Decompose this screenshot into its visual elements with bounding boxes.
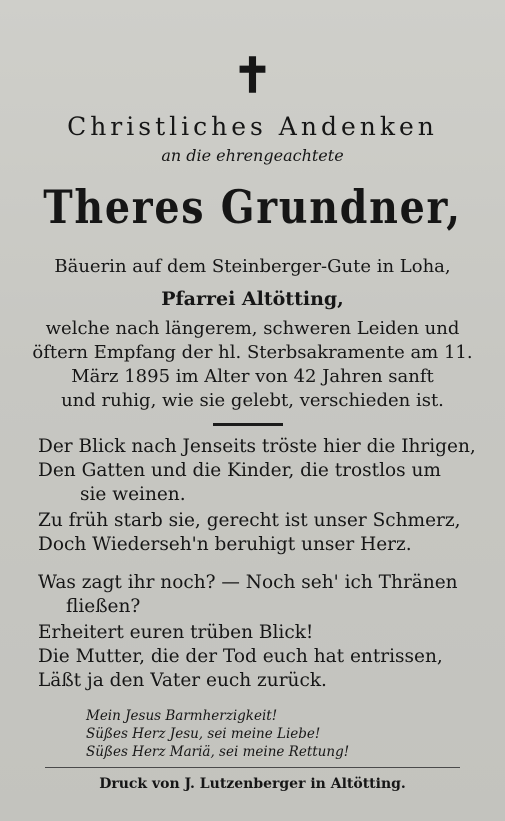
heading: Christliches Andenken (67, 112, 438, 141)
verse-line: fließen? (66, 596, 141, 617)
death-notice-line: öftern Empfang der hl. Sterbsakramente am 11. (32, 342, 473, 363)
prayer-line: Süßes Herz Jesu, sei meine Liebe! (86, 726, 321, 742)
verse-line: Erheitert euren trüben Blick! (38, 622, 314, 643)
occupation-line: Bäuerin auf dem Steinberger-Gute in Loha, (54, 256, 451, 277)
verse-line: Die Mutter, die der Tod euch hat entrissen, (38, 646, 443, 667)
dedication-line: an die ehrengeachtete (161, 146, 344, 165)
cross-icon: ✝ (232, 48, 273, 104)
verse-line: Der Blick nach Jenseits tröste hier die Ihrigen, (38, 436, 476, 457)
divider-rule (213, 423, 283, 426)
parish-line: Pfarrei Altötting, (161, 288, 344, 310)
death-notice-line: März 1895 im Alter von 42 Jahren sanft (71, 366, 434, 387)
prayer-line: Süßes Herz Mariä, sei meine Rettung! (86, 744, 350, 760)
verse-line: Den Gatten und die Kinder, die trostlos um (38, 460, 441, 481)
verse-line: sie weinen. (80, 484, 186, 505)
verse-line: Doch Wiederseh'n beruhigt unser Herz. (38, 534, 412, 555)
death-notice-line: und ruhig, wie sie gelebt, verschieden ist. (61, 390, 444, 411)
prayer-line: Mein Jesus Barmherzigkeit! (86, 708, 278, 724)
deceased-name: Theres Grundner, (43, 180, 462, 234)
footer-divider (45, 767, 460, 768)
verse-line: Was zagt ihr noch? — Noch seh' ich Thränen (38, 572, 458, 593)
printer-credit: Druck von J. Lutzenberger in Altötting. (99, 776, 406, 792)
verse-line: Läßt ja den Vater euch zurück. (38, 670, 327, 691)
death-notice-line: welche nach längerem, schweren Leiden und (45, 318, 460, 339)
verse-line: Zu früh starb sie, gerecht ist unser Schmerz, (38, 510, 461, 531)
